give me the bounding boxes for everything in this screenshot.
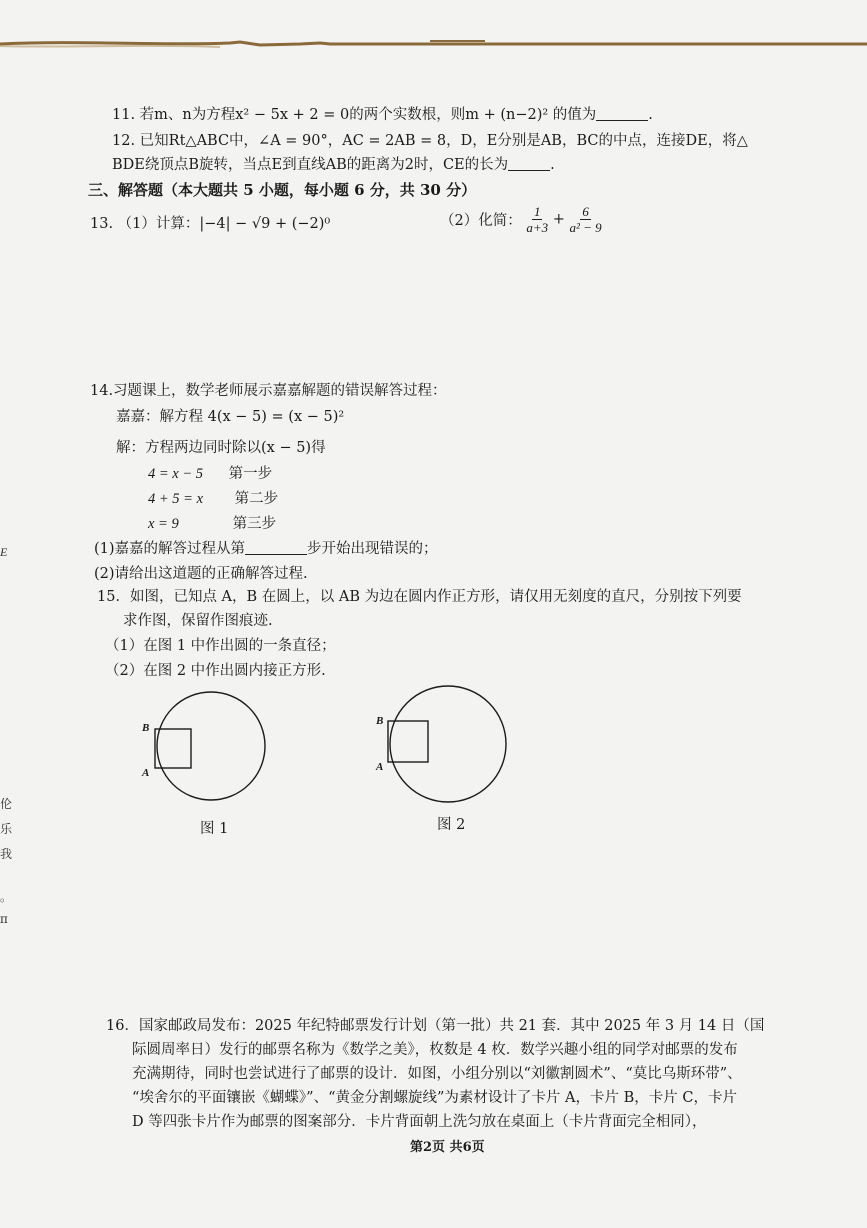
q13-frac2-numerator: 6: [582, 204, 589, 219]
q13-frac1-numerator: 1: [533, 204, 541, 219]
margin-char-4: 。: [0, 890, 13, 904]
q14-sub2: (2)请给出这道题的正确解答过程.: [94, 566, 308, 582]
q14-step3-label: 第三步: [232, 516, 277, 532]
q11-text: 若m、n为方程x² − 5x + 2 = 0的两个实数根，则m + (n−2)² 的值为: [139, 107, 597, 123]
q14-step1-label: 第一步: [228, 466, 273, 482]
fig1-square: [155, 729, 191, 768]
q14-step2-eq: 4 + 5 = x: [148, 491, 204, 507]
question-12-line2: [112, 153, 555, 174]
q13-fraction-2: [570, 204, 602, 235]
question-13-part1: [90, 212, 330, 233]
q14-step3-eq: x = 9: [148, 516, 179, 532]
q13-frac1-denominator: a+3: [526, 220, 549, 235]
q14-sub1-post: 步开始出现错误的；: [307, 541, 438, 557]
q16-line2: 际圆周率日）发行的邮票名称为《数学之美》，枚数是 4 枚．数学兴趣小组的同学对邮票的发布: [132, 1042, 738, 1058]
q14-solve: 解：方程两边同时除以(x − 5)得: [116, 440, 326, 456]
q11-number: 11.: [112, 107, 136, 123]
fig2-point-a: A: [376, 761, 384, 773]
q13-part2-label: （2）化简：: [440, 213, 522, 229]
fig1-circle: [157, 692, 265, 800]
q16-line5: D 等四张卡片作为邮票的图案部分．卡片背面朝上洗匀放在桌面上（卡片背面完全相同），: [132, 1114, 707, 1130]
q16-line1: 16．国家邮政局发布：2025 年纪特邮票发行计划（第一批）共 21 套．其中 2025 年 3 月 14 日（国: [106, 1018, 765, 1034]
q14-sub1-blank[interactable]: [245, 540, 307, 555]
figure-1: [136, 684, 276, 814]
q15-line1: 15．如图，已知点 A，B 在圆上，以 AB 为边在圆内作正方形，请仅用无刻度的直尺，分别按下列要: [97, 589, 742, 605]
q14-step-2: [148, 487, 278, 508]
fig1-point-b: B: [142, 722, 150, 734]
margin-letter-e: E: [0, 545, 8, 559]
q13-plus: +: [552, 211, 565, 228]
q12-number: 12.: [112, 133, 136, 149]
q13-number: 13.: [90, 216, 114, 232]
q13-fraction-1: [526, 204, 548, 235]
margin-char-2: 乐: [0, 822, 13, 836]
q15-sub1: （1）在图 1 中作出圆的一条直径；: [105, 638, 336, 654]
section-3-title: 三、解答题（本大题共 5 小题，每小题 6 分，共 30 分）: [88, 181, 477, 199]
q14-step2-label: 第二步: [234, 491, 279, 507]
fig2-square: [388, 721, 428, 762]
q14-jiajia: 嘉嘉：解方程 4(x − 5) = (x − 5)²: [116, 409, 345, 425]
q14-sub1: [94, 537, 438, 558]
q15-line2: 求作图，保留作图痕迹.: [123, 613, 273, 629]
q14-intro: 14.习题课上，数学老师展示嘉嘉解题的错误解答过程：: [90, 383, 447, 399]
q13-frac2-denominator: a² − 9: [569, 220, 602, 235]
q16-line4: “埃舍尔的平面镶嵌《蝴蝶》”、“黄金分割螺旋线”为素材设计了卡片 A，卡片 B，卡片 C，卡片: [132, 1090, 737, 1106]
question-13-part2: [440, 204, 602, 235]
figure-2: [372, 682, 520, 814]
q15-sub2: （2）在图 2 中作出圆内接正方形.: [105, 663, 326, 679]
q12-line1: 已知Rt△ABC中，∠A = 90°，AC = 2AB = 8，D，E分别是AB，BC的中点，连接DE，将△: [139, 133, 748, 149]
margin-char-3: 我: [0, 847, 13, 861]
q14-sub1-pre: (1)嘉嘉的解答过程从第: [94, 541, 246, 557]
q11-answer-blank[interactable]: [596, 106, 648, 121]
q13-part1: （1）计算：|−4| − √9 + (−2)⁰: [117, 216, 331, 232]
page-footer: 第2页 共6页: [410, 1140, 485, 1155]
question-12: [112, 129, 748, 150]
fig2-point-b: B: [376, 715, 384, 727]
q12-end: .: [550, 157, 555, 173]
margin-char-5: п: [0, 912, 8, 926]
q14-step1-eq: 4 = x − 5: [148, 466, 204, 482]
q14-step-3: [148, 512, 276, 533]
question-11: [112, 103, 653, 124]
scan-edge-band: [0, 38, 867, 52]
fig1-point-a: A: [142, 767, 150, 779]
fig2-circle: [390, 686, 506, 802]
q12-line2: BDE绕顶点B旋转，当点E到直线AB的距离为2时，CE的长为: [112, 157, 509, 173]
figure-1-caption: 图 1: [200, 821, 229, 837]
q11-end: .: [648, 107, 653, 123]
q14-step-1: [148, 462, 272, 483]
figure-2-caption: 图 2: [437, 817, 466, 833]
q12-answer-blank[interactable]: [508, 156, 550, 171]
margin-char-1: 伦: [0, 797, 13, 811]
q16-line3: 充满期待，同时也尝试进行了邮票的设计．如图，小组分别以“刘徽割圆术”、“莫比乌斯环带”、: [132, 1066, 742, 1082]
